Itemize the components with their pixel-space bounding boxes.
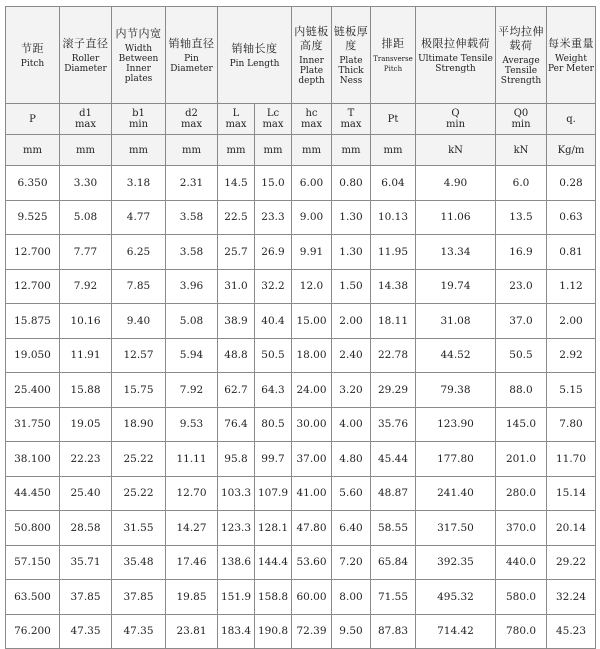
table-row — [6, 614, 596, 649]
table-cell: 95.8 — [218, 442, 255, 477]
table-cell: 80.5 — [255, 407, 292, 442]
table-cell: 2.31 — [166, 166, 218, 201]
header-plate_thick-symbol — [332, 104, 371, 135]
table-cell: 23.0 — [496, 269, 547, 304]
table-cell: 158.8 — [255, 580, 292, 615]
table-cell: 317.50 — [416, 511, 496, 546]
table-cell: 103.3 — [218, 476, 255, 511]
table-cell: 5.08 — [166, 304, 218, 339]
table-row — [6, 166, 596, 201]
table-cell: 35.71 — [60, 545, 112, 580]
table-cell: 37.85 — [60, 580, 112, 615]
table-cell: 23.3 — [255, 200, 292, 235]
table-cell: 6.40 — [332, 511, 371, 546]
unit-text: mm — [182, 144, 201, 156]
table-cell: 5.60 — [332, 476, 371, 511]
table-row — [6, 269, 596, 304]
table-cell: 29.22 — [547, 545, 596, 580]
table-cell: 1.30 — [332, 235, 371, 270]
table-cell: 88.0 — [496, 373, 547, 408]
symbol-sub-text: max — [180, 119, 203, 130]
table-cell: 11.11 — [166, 442, 218, 477]
table-cell: 35.76 — [371, 407, 416, 442]
header-plate_thick — [332, 7, 371, 104]
table-cell: 4.77 — [112, 200, 166, 235]
table-cell: 4.90 — [416, 166, 496, 201]
table-cell: 3.30 — [60, 166, 112, 201]
table-cell: 4.80 — [332, 442, 371, 477]
header-pin_d — [166, 7, 218, 104]
table-row — [6, 511, 596, 546]
table-cell: 18.11 — [371, 304, 416, 339]
table-cell: 107.9 — [255, 476, 292, 511]
table-cell: 31.55 — [112, 511, 166, 546]
header-row-symbols — [6, 104, 596, 135]
header-pitch-symbol — [6, 104, 60, 135]
table-cell: 714.42 — [416, 614, 496, 649]
table-cell: 780.0 — [496, 614, 547, 649]
table-cell: 2.00 — [332, 304, 371, 339]
table-cell: 7.85 — [112, 269, 166, 304]
table-cell: 3.20 — [332, 373, 371, 408]
header-pitch-en: Pitch — [20, 58, 45, 69]
table-cell: 22.5 — [218, 200, 255, 235]
header-weight-unit — [547, 135, 596, 166]
unit-text: mm — [302, 144, 321, 156]
table-cell: 19.74 — [416, 269, 496, 304]
table-cell: 45.44 — [371, 442, 416, 477]
table-cell: 11.95 — [371, 235, 416, 270]
table-cell: 11.91 — [60, 338, 112, 373]
header-pin-len-0-symbol — [218, 104, 255, 135]
table-cell: 6.0 — [496, 166, 547, 201]
table-cell: 11.70 — [547, 442, 596, 477]
table-cell: 38.9 — [218, 304, 255, 339]
header-plate_depth-en: Inner Plate depth — [298, 55, 325, 86]
symbol-text: Q — [451, 108, 460, 119]
header-plate_depth-cn: 内链板高度 — [294, 24, 329, 52]
table-cell: 123.3 — [218, 511, 255, 546]
table-cell: 15.875 — [6, 304, 60, 339]
table-cell: 9.525 — [6, 200, 60, 235]
table-cell: 5.94 — [166, 338, 218, 373]
table-cell: 76.4 — [218, 407, 255, 442]
table-cell: 177.80 — [416, 442, 496, 477]
unit-text: kN — [513, 144, 529, 156]
table-cell: 25.22 — [112, 476, 166, 511]
table-cell: 48.8 — [218, 338, 255, 373]
header-pin-len-0-unit — [218, 135, 255, 166]
unit-text: kN — [448, 144, 463, 156]
unit-text: Kg/m — [557, 144, 585, 156]
header-weight-en: Weight Per Meter — [548, 53, 594, 74]
header-weight-cn: 每米重量 — [548, 36, 594, 50]
table-cell: 9.00 — [292, 200, 332, 235]
table-cell: 12.57 — [112, 338, 166, 373]
table-cell: 7.20 — [332, 545, 371, 580]
table-cell: 7.77 — [60, 235, 112, 270]
table-cell: 3.96 — [166, 269, 218, 304]
header-plate_depth-symbol — [292, 104, 332, 135]
header-pin-len-1-symbol — [255, 104, 292, 135]
table-cell: 6.25 — [112, 235, 166, 270]
table-row — [6, 407, 596, 442]
table-cell: 15.0 — [255, 166, 292, 201]
header-avg_tensile — [496, 7, 547, 104]
table-cell: 128.1 — [255, 511, 292, 546]
header-inner_width-unit — [112, 135, 166, 166]
table-cell: 76.200 — [6, 614, 60, 649]
header-transverse-symbol — [371, 104, 416, 135]
table-row — [6, 200, 596, 235]
table-cell: 25.40 — [60, 476, 112, 511]
table-cell: 37.00 — [292, 442, 332, 477]
table-cell: 145.0 — [496, 407, 547, 442]
table-row — [6, 235, 596, 270]
header-plate_thick-cn: 链板厚度 — [333, 24, 369, 52]
header-avg_tensile-en: Average Tensile Strength — [500, 55, 542, 86]
table-cell: 29.29 — [371, 373, 416, 408]
symbol-sub-text: max — [300, 119, 323, 130]
header-inner_width-en: Width Between Inner plates — [118, 43, 159, 84]
table-cell: 47.35 — [112, 614, 166, 649]
table-cell: 280.0 — [496, 476, 547, 511]
unit-text: mm — [129, 144, 148, 156]
symbol-text: hc — [305, 108, 318, 119]
table-cell: 7.92 — [166, 373, 218, 408]
table-cell: 10.16 — [60, 304, 112, 339]
table-cell: 19.050 — [6, 338, 60, 373]
table-cell: 6.04 — [371, 166, 416, 201]
table-cell: 44.52 — [416, 338, 496, 373]
table-row — [6, 442, 596, 477]
table-cell: 5.15 — [547, 373, 596, 408]
symbol-sub-text: max — [340, 119, 362, 130]
table-cell: 50.5 — [255, 338, 292, 373]
table-cell: 9.91 — [292, 235, 332, 270]
table-cell: 6.350 — [6, 166, 60, 201]
table-cell: 580.0 — [496, 580, 547, 615]
table-cell: 183.4 — [218, 614, 255, 649]
table-cell: 9.53 — [166, 407, 218, 442]
header-pitch-unit — [6, 135, 60, 166]
table-cell: 31.750 — [6, 407, 60, 442]
table-cell: 79.38 — [416, 373, 496, 408]
table-cell: 32.2 — [255, 269, 292, 304]
table-cell: 48.87 — [371, 476, 416, 511]
table-row — [6, 338, 596, 373]
symbol-text: b1 — [132, 108, 145, 119]
table-cell: 3.18 — [112, 166, 166, 201]
table-cell: 14.38 — [371, 269, 416, 304]
table-cell: 241.40 — [416, 476, 496, 511]
table-header — [6, 7, 596, 166]
unit-text: mm — [263, 144, 283, 156]
table-cell: 190.8 — [255, 614, 292, 649]
table-cell: 22.23 — [60, 442, 112, 477]
table-cell: 23.81 — [166, 614, 218, 649]
table-cell: 2.40 — [332, 338, 371, 373]
table-cell: 58.55 — [371, 511, 416, 546]
header-transverse-cn: 排距 — [381, 36, 405, 50]
table-cell: 60.00 — [292, 580, 332, 615]
table-cell: 47.80 — [292, 511, 332, 546]
table-cell: 12.70 — [166, 476, 218, 511]
chain-spec-table-container — [5, 6, 595, 649]
table-cell: 18.90 — [112, 407, 166, 442]
table-cell: 16.9 — [496, 235, 547, 270]
header-transverse-en: Transverse Pitch — [373, 54, 413, 73]
table-cell: 6.00 — [292, 166, 332, 201]
table-cell: 65.84 — [371, 545, 416, 580]
symbol-sub-text: min — [128, 119, 149, 130]
table-cell: 9.50 — [332, 614, 371, 649]
symbol-text: T — [347, 108, 355, 119]
symbol-text: P — [29, 113, 36, 125]
table-cell: 45.23 — [547, 614, 596, 649]
header-tensile-symbol — [416, 104, 496, 135]
unit-text: mm — [23, 144, 42, 156]
table-cell: 25.22 — [112, 442, 166, 477]
unit-text: mm — [76, 144, 95, 156]
header-plate_depth-unit — [292, 135, 332, 166]
table-cell: 62.7 — [218, 373, 255, 408]
table-cell: 2.00 — [547, 304, 596, 339]
table-cell: 151.9 — [218, 580, 255, 615]
symbol-sub-text: max — [74, 119, 97, 130]
table-cell: 32.24 — [547, 580, 596, 615]
table-row — [6, 476, 596, 511]
table-cell: 392.35 — [416, 545, 496, 580]
table-cell: 7.80 — [547, 407, 596, 442]
table-cell: 10.13 — [371, 200, 416, 235]
table-cell: 9.40 — [112, 304, 166, 339]
header-avg_tensile-unit — [496, 135, 547, 166]
symbol-text: d2 — [185, 108, 198, 119]
table-cell: 72.39 — [292, 614, 332, 649]
table-cell: 138.6 — [218, 545, 255, 580]
header-pin_len — [218, 7, 292, 104]
header-weight — [547, 7, 596, 104]
table-cell: 1.12 — [547, 269, 596, 304]
header-roller-cn: 滚子直径 — [62, 36, 109, 50]
table-cell: 15.75 — [112, 373, 166, 408]
table-cell: 0.80 — [332, 166, 371, 201]
table-cell: 370.0 — [496, 511, 547, 546]
symbol-sub-text: min — [511, 119, 531, 130]
table-cell: 28.58 — [60, 511, 112, 546]
symbol-text: d1 — [79, 108, 92, 119]
table-cell: 31.08 — [416, 304, 496, 339]
table-cell: 15.88 — [60, 373, 112, 408]
table-row — [6, 580, 596, 615]
header-pin_len-en: Pin Length — [229, 58, 280, 69]
header-pin_d-symbol — [166, 104, 218, 135]
table-cell: 0.63 — [547, 200, 596, 235]
table-cell: 12.0 — [292, 269, 332, 304]
table-cell: 53.60 — [292, 545, 332, 580]
table-cell: 12.700 — [6, 235, 60, 270]
symbol-text: Q0 — [513, 108, 529, 119]
table-cell: 15.14 — [547, 476, 596, 511]
header-plate_thick-en: Plate Thick Ness — [338, 55, 364, 86]
table-cell: 26.9 — [255, 235, 292, 270]
table-cell: 13.34 — [416, 235, 496, 270]
table-cell: 144.4 — [255, 545, 292, 580]
header-plate_thick-unit — [332, 135, 371, 166]
table-cell: 30.00 — [292, 407, 332, 442]
header-avg_tensile-cn: 平均拉伸载荷 — [498, 24, 544, 52]
table-cell: 1.50 — [332, 269, 371, 304]
symbol-sub-text: min — [445, 119, 466, 130]
header-tensile-en: Ultimate Tensile Strength — [418, 53, 493, 74]
table-cell: 0.81 — [547, 235, 596, 270]
table-cell: 18.00 — [292, 338, 332, 373]
table-cell: 40.4 — [255, 304, 292, 339]
table-cell: 123.90 — [416, 407, 496, 442]
table-cell: 25.7 — [218, 235, 255, 270]
table-cell: 19.85 — [166, 580, 218, 615]
table-cell: 7.92 — [60, 269, 112, 304]
table-cell: 37.0 — [496, 304, 547, 339]
table-row — [6, 373, 596, 408]
header-transverse — [371, 7, 416, 104]
table-cell: 44.450 — [6, 476, 60, 511]
symbol-text: Lc — [266, 108, 280, 119]
table-cell: 50.5 — [496, 338, 547, 373]
table-cell: 12.700 — [6, 269, 60, 304]
header-inner_width — [112, 7, 166, 104]
table-cell: 63.500 — [6, 580, 60, 615]
table-cell: 35.48 — [112, 545, 166, 580]
symbol-text: Pt — [387, 113, 399, 125]
header-pitch-cn: 节距 — [21, 41, 44, 55]
table-cell: 57.150 — [6, 545, 60, 580]
table-cell: 24.00 — [292, 373, 332, 408]
table-cell: 20.14 — [547, 511, 596, 546]
table-row — [6, 545, 596, 580]
header-pin_d-cn: 销轴直径 — [168, 36, 215, 50]
header-roller-symbol — [60, 104, 112, 135]
header-weight-symbol — [547, 104, 596, 135]
unit-text: mm — [226, 144, 246, 156]
table-cell: 41.00 — [292, 476, 332, 511]
header-avg_tensile-symbol — [496, 104, 547, 135]
header-roller-en: Roller Diameter — [64, 53, 107, 74]
header-plate_depth — [292, 7, 332, 104]
table-cell: 3.58 — [166, 235, 218, 270]
table-cell: 19.05 — [60, 407, 112, 442]
header-inner_width-cn: 内节内宽 — [115, 26, 162, 40]
symbol-sub-text: max — [225, 119, 247, 130]
symbol-text: q. — [566, 113, 576, 125]
header-row-units — [6, 135, 596, 166]
table-cell: 37.85 — [112, 580, 166, 615]
table-cell: 38.100 — [6, 442, 60, 477]
header-pin_d-en: Pin Diameter — [170, 53, 213, 74]
table-body — [6, 166, 596, 649]
header-row-titles — [6, 7, 596, 104]
table-cell: 8.00 — [332, 580, 371, 615]
header-tensile-cn: 极限拉伸载荷 — [421, 36, 490, 50]
table-cell: 0.28 — [547, 166, 596, 201]
table-cell: 87.83 — [371, 614, 416, 649]
table-cell: 5.08 — [60, 200, 112, 235]
table-cell: 2.92 — [547, 338, 596, 373]
table-cell: 13.5 — [496, 200, 547, 235]
table-cell: 4.00 — [332, 407, 371, 442]
header-tensile — [416, 7, 496, 104]
table-cell: 495.32 — [416, 580, 496, 615]
table-cell: 15.00 — [292, 304, 332, 339]
table-cell: 22.78 — [371, 338, 416, 373]
table-cell: 17.46 — [166, 545, 218, 580]
table-cell: 11.06 — [416, 200, 496, 235]
table-cell: 1.30 — [332, 200, 371, 235]
table-cell: 50.800 — [6, 511, 60, 546]
table-cell: 25.400 — [6, 373, 60, 408]
unit-text: mm — [383, 144, 403, 156]
table-cell: 64.3 — [255, 373, 292, 408]
table-cell: 440.0 — [496, 545, 547, 580]
table-cell: 3.58 — [166, 200, 218, 235]
header-inner_width-symbol — [112, 104, 166, 135]
table-cell: 201.0 — [496, 442, 547, 477]
table-cell: 99.7 — [255, 442, 292, 477]
header-pitch — [6, 7, 60, 104]
header-pin-len-1-unit — [255, 135, 292, 166]
table-row — [6, 304, 596, 339]
table-cell: 47.35 — [60, 614, 112, 649]
header-transverse-unit — [371, 135, 416, 166]
header-roller — [60, 7, 112, 104]
header-pin_len-cn: 销轴长度 — [231, 41, 278, 55]
table-cell: 14.5 — [218, 166, 255, 201]
table-cell: 31.0 — [218, 269, 255, 304]
symbol-text: L — [232, 108, 240, 119]
symbol-sub-text: max — [262, 119, 284, 130]
chain-spec-table — [5, 6, 596, 649]
header-tensile-unit — [416, 135, 496, 166]
header-pin_d-unit — [166, 135, 218, 166]
unit-text: mm — [341, 144, 361, 156]
table-cell: 14.27 — [166, 511, 218, 546]
table-cell: 71.55 — [371, 580, 416, 615]
header-roller-unit — [60, 135, 112, 166]
